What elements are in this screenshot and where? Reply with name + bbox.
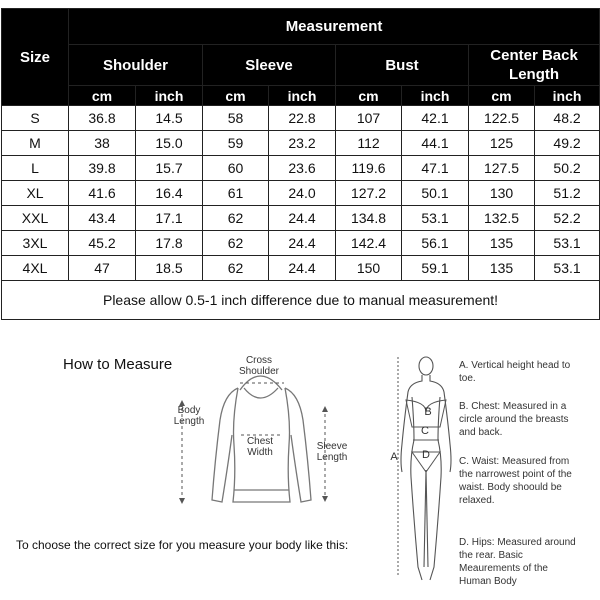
value-cell: 45.2: [69, 231, 136, 256]
value-cell: 44.1: [402, 131, 469, 156]
size-cell: S: [2, 106, 69, 131]
value-cell: 24.4: [269, 231, 336, 256]
unit-header: inch: [269, 86, 336, 106]
table-row: [2, 181, 600, 206]
size-cell: XL: [2, 181, 69, 206]
value-cell: 53.1: [402, 206, 469, 231]
size-cell: M: [2, 131, 69, 156]
legend-d: D. Hips: Measured around the rear. Basic Meaurements of the Human Body: [459, 537, 576, 587]
value-cell: 59.1: [402, 256, 469, 281]
value-cell: 24.4: [269, 206, 336, 231]
value-cell: 14.5: [136, 106, 203, 131]
mark-c: C: [421, 425, 429, 437]
value-cell: 134.8: [336, 206, 402, 231]
value-cell: 51.2: [535, 181, 600, 206]
bust-header: Bust: [336, 45, 469, 86]
value-cell: 58: [203, 106, 269, 131]
size-cell: 4XL: [2, 256, 69, 281]
value-cell: 112: [336, 131, 402, 156]
value-cell: 47: [69, 256, 136, 281]
measurement-header: Measurement: [69, 9, 600, 45]
value-cell: 107: [336, 106, 402, 131]
value-cell: 41.6: [69, 181, 136, 206]
value-cell: 119.6: [336, 156, 402, 181]
value-cell: 150: [336, 256, 402, 281]
value-cell: 127.2: [336, 181, 402, 206]
legend-c: C. Waist: Measured from the narrowest point of the waist. Body shoould be relaxed.: [459, 456, 572, 506]
value-cell: 127.5: [469, 156, 535, 181]
value-cell: 22.8: [269, 106, 336, 131]
mark-a: A: [390, 451, 398, 463]
value-cell: 61: [203, 181, 269, 206]
value-cell: 49.2: [535, 131, 600, 156]
sleeve-header: Sleeve: [203, 45, 336, 86]
value-cell: 47.1: [402, 156, 469, 181]
table-row: [2, 231, 600, 256]
value-cell: 39.8: [69, 156, 136, 181]
mark-d: D: [422, 449, 430, 461]
size-table-body: [2, 106, 600, 281]
table-row: [2, 206, 600, 231]
table-row: [2, 156, 600, 181]
value-cell: 59: [203, 131, 269, 156]
value-cell: 135: [469, 231, 535, 256]
cross-shoulder-label: Cross Shoulder: [238, 355, 280, 377]
chest-width-label: Chest Width: [246, 436, 274, 458]
unit-header: inch: [535, 86, 600, 106]
value-cell: 50.2: [535, 156, 600, 181]
unit-header: cm: [336, 86, 402, 106]
table-row: [2, 106, 600, 131]
value-cell: 43.4: [69, 206, 136, 231]
size-cell: L: [2, 156, 69, 181]
size-chart-table: [1, 8, 600, 320]
value-cell: 62: [203, 231, 269, 256]
unit-header: cm: [469, 86, 535, 106]
value-cell: 122.5: [469, 106, 535, 131]
value-cell: 48.2: [535, 106, 600, 131]
legend-a: A. Vertical height head to toe.: [459, 360, 571, 384]
sleeve-length-label: Sleeve Length: [316, 441, 348, 463]
value-cell: 56.1: [402, 231, 469, 256]
mark-b: B: [424, 406, 432, 418]
value-cell: 142.4: [336, 231, 402, 256]
value-cell: 15.0: [136, 131, 203, 156]
value-cell: 38: [69, 131, 136, 156]
value-cell: 15.7: [136, 156, 203, 181]
value-cell: 53.1: [535, 231, 600, 256]
body-length-label: Body Length: [173, 405, 205, 427]
value-cell: 50.1: [402, 181, 469, 206]
value-cell: 62: [203, 206, 269, 231]
value-cell: 17.1: [136, 206, 203, 231]
value-cell: 18.5: [136, 256, 203, 281]
value-cell: 24.0: [269, 181, 336, 206]
value-cell: 60: [203, 156, 269, 181]
value-cell: 23.2: [269, 131, 336, 156]
value-cell: 36.8: [69, 106, 136, 131]
value-cell: 125: [469, 131, 535, 156]
value-cell: 16.4: [136, 181, 203, 206]
value-cell: 135: [469, 256, 535, 281]
value-cell: 132.5: [469, 206, 535, 231]
value-cell: 17.8: [136, 231, 203, 256]
measurement-note: Please allow 0.5-1 inch difference due to manual measurement!: [2, 281, 600, 320]
value-cell: 62: [203, 256, 269, 281]
unit-header: cm: [69, 86, 136, 106]
size-cell: XXL: [2, 206, 69, 231]
shoulder-header: Shoulder: [69, 45, 203, 86]
table-row: [2, 131, 600, 156]
unit-header: cm: [203, 86, 269, 106]
footer-instruction: To choose the correct size for you measure your body like this:: [16, 538, 349, 552]
value-cell: 42.1: [402, 106, 469, 131]
legend-b: B. Chest: Measured in a circle around the breasts and back.: [459, 401, 569, 438]
unit-header: inch: [402, 86, 469, 106]
center-back-length-header: Center Back Length: [469, 45, 600, 86]
value-cell: 23.6: [269, 156, 336, 181]
value-cell: 53.1: [535, 256, 600, 281]
size-header: Size: [2, 9, 69, 106]
value-cell: 24.4: [269, 256, 336, 281]
value-cell: 52.2: [535, 206, 600, 231]
table-row: [2, 256, 600, 281]
unit-header: inch: [136, 86, 203, 106]
value-cell: 130: [469, 181, 535, 206]
size-cell: 3XL: [2, 231, 69, 256]
human-body-figure: [388, 352, 458, 597]
how-to-measure-title: How to Measure: [63, 356, 173, 373]
